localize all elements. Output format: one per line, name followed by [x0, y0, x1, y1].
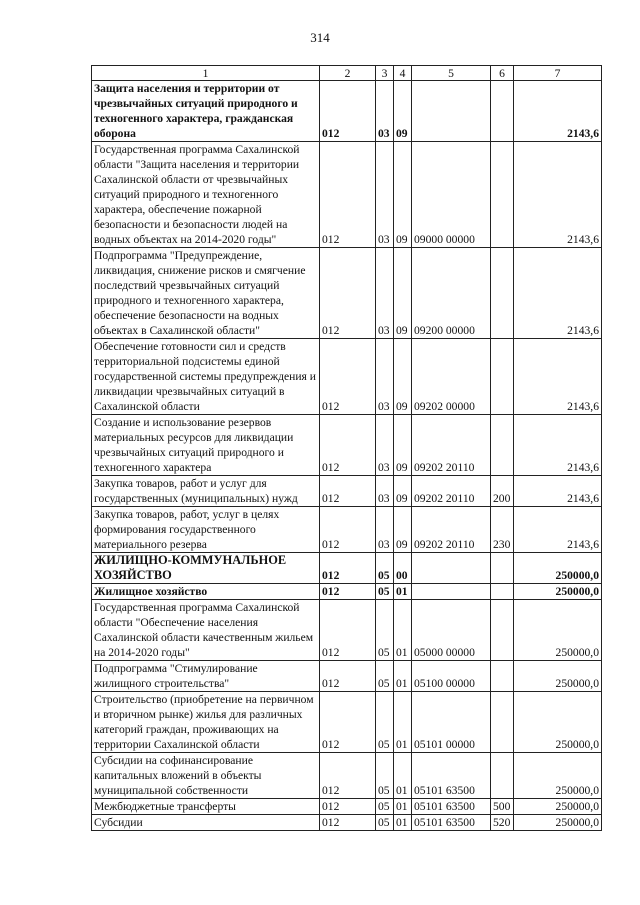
table-row: [92, 248, 602, 339]
row-expense-type-code: [491, 553, 514, 584]
row-subsection-code: 01: [394, 692, 412, 753]
row-expense-type-code: 230: [491, 507, 514, 553]
row-ministry-code: 012: [320, 142, 376, 248]
row-ministry-code: 012: [320, 339, 376, 415]
row-name: Подпрограмма "Стимулирование жилищного строительства": [92, 661, 320, 692]
row-ministry-code: 012: [320, 248, 376, 339]
table-row: [92, 415, 602, 476]
table-row: [92, 692, 602, 753]
row-section-code: 05: [376, 692, 394, 753]
row-expense-type-code: 200: [491, 476, 514, 507]
row-target-code: 05100 00000: [412, 661, 491, 692]
row-subsection-code: 01: [394, 600, 412, 661]
table-row: [92, 600, 602, 661]
table-row: [92, 339, 602, 415]
row-subsection-code: 09: [394, 339, 412, 415]
row-ministry-code: 012: [320, 600, 376, 661]
row-target-code: 05101 00000: [412, 692, 491, 753]
row-name: Создание и использование резервов материальных ресурсов для ликвидации чрезвычайных ситуаций природного и техногенного характера: [92, 415, 320, 476]
row-subsection-code: 01: [394, 815, 412, 831]
row-target-code: 05101 63500: [412, 753, 491, 799]
row-section-code: 05: [376, 661, 394, 692]
row-ministry-code: 012: [320, 692, 376, 753]
row-target-code: [412, 81, 491, 142]
table-row: [92, 661, 602, 692]
row-expense-type-code: [491, 600, 514, 661]
row-amount: 250000,0: [514, 692, 602, 753]
row-name: Обеспечение готовности сил и средств территориальной подсистемы единой государственной системы предупреждения и ликвидации чрезвычайных ситуаций в Сахалинской области: [92, 339, 320, 415]
row-subsection-code: 01: [394, 799, 412, 815]
row-amount: 2143,6: [514, 339, 602, 415]
row-subsection-code: 01: [394, 753, 412, 799]
row-expense-type-code: [491, 692, 514, 753]
row-section-code: 03: [376, 81, 394, 142]
row-amount: 250000,0: [514, 799, 602, 815]
row-section-code: 05: [376, 799, 394, 815]
row-expense-type-code: [491, 661, 514, 692]
row-section-code: 05: [376, 815, 394, 831]
header-col-6: 6: [491, 66, 514, 81]
row-amount: 2143,6: [514, 476, 602, 507]
row-ministry-code: 012: [320, 815, 376, 831]
row-amount: 2143,6: [514, 81, 602, 142]
header-col-5: 5: [412, 66, 491, 81]
row-name: Защита населения и территории от чрезвычайных ситуаций природного и техногенного характера, гражданская оборона: [92, 81, 320, 142]
table-row: [92, 553, 602, 584]
row-name: ЖИЛИЩНО-КОММУНАЛЬНОЕ ХОЗЯЙСТВО: [92, 553, 320, 584]
row-amount: 250000,0: [514, 553, 602, 584]
row-ministry-code: 012: [320, 799, 376, 815]
table-row: [92, 799, 602, 815]
row-subsection-code: 09: [394, 476, 412, 507]
row-name: Межбюджетные трансферты: [92, 799, 320, 815]
row-amount: 250000,0: [514, 600, 602, 661]
row-name: Жилищное хозяйство: [92, 584, 320, 600]
row-ministry-code: 012: [320, 476, 376, 507]
row-amount: 250000,0: [514, 753, 602, 799]
row-amount: 2143,6: [514, 142, 602, 248]
row-subsection-code: 09: [394, 81, 412, 142]
row-ministry-code: 012: [320, 584, 376, 600]
row-target-code: 09200 00000: [412, 248, 491, 339]
row-target-code: 09202 20110: [412, 476, 491, 507]
row-subsection-code: 00: [394, 553, 412, 584]
row-amount: 250000,0: [514, 661, 602, 692]
row-target-code: 09202 00000: [412, 339, 491, 415]
row-target-code: 09202 20110: [412, 507, 491, 553]
row-subsection-code: 09: [394, 142, 412, 248]
row-target-code: [412, 584, 491, 600]
row-expense-type-code: [491, 584, 514, 600]
row-name: Субсидии на софинансирование капитальных вложений в объекты муниципальной собственности: [92, 753, 320, 799]
row-expense-type-code: [491, 753, 514, 799]
row-section-code: 05: [376, 584, 394, 600]
row-subsection-code: 01: [394, 584, 412, 600]
row-expense-type-code: [491, 81, 514, 142]
row-amount: 250000,0: [514, 815, 602, 831]
row-amount: 2143,6: [514, 248, 602, 339]
row-amount: 2143,6: [514, 415, 602, 476]
table-row: [92, 476, 602, 507]
row-subsection-code: 09: [394, 507, 412, 553]
row-target-code: 05101 63500: [412, 815, 491, 831]
header-col-3: 3: [376, 66, 394, 81]
row-name: Государственная программа Сахалинской области "Обеспечение населения Сахалинской области качественным жильем на 2014-2020 годы": [92, 600, 320, 661]
row-section-code: 03: [376, 507, 394, 553]
row-section-code: 03: [376, 476, 394, 507]
header-col-4: 4: [394, 66, 412, 81]
row-expense-type-code: 500: [491, 799, 514, 815]
row-section-code: 05: [376, 753, 394, 799]
row-name: Закупка товаров, работ и услуг для государственных (муниципальных) нужд: [92, 476, 320, 507]
row-section-code: 03: [376, 339, 394, 415]
row-amount: 250000,0: [514, 584, 602, 600]
row-target-code: [412, 553, 491, 584]
row-ministry-code: 012: [320, 507, 376, 553]
row-section-code: 03: [376, 415, 394, 476]
row-expense-type-code: 520: [491, 815, 514, 831]
table-row: [92, 142, 602, 248]
row-name: Субсидии: [92, 815, 320, 831]
header-row: [92, 66, 602, 81]
row-name: Государственная программа Сахалинской области "Защита населения и территории Сахалинской области от чрезвычайных ситуаций природного и техногенного характера, обеспечение пожарной безопасности и безопасности людей на водных объектах на 2014-2020 годы": [92, 142, 320, 248]
row-ministry-code: 012: [320, 81, 376, 142]
row-ministry-code: 012: [320, 415, 376, 476]
header-col-1: 1: [92, 66, 320, 81]
row-target-code: 09000 00000: [412, 142, 491, 248]
row-target-code: 09202 20110: [412, 415, 491, 476]
row-section-code: 03: [376, 248, 394, 339]
row-expense-type-code: [491, 415, 514, 476]
header-col-7: 7: [514, 66, 602, 81]
table-row: [92, 753, 602, 799]
row-name: Строительство (приобретение на первичном и вторичном рынке) жилья для различных категорий граждан, проживающих на территории Сахалинской области: [92, 692, 320, 753]
row-expense-type-code: [491, 339, 514, 415]
row-target-code: 05000 00000: [412, 600, 491, 661]
row-expense-type-code: [491, 142, 514, 248]
row-section-code: 05: [376, 553, 394, 584]
table-row: [92, 815, 602, 831]
row-subsection-code: 09: [394, 248, 412, 339]
row-amount: 2143,6: [514, 507, 602, 553]
row-subsection-code: 01: [394, 661, 412, 692]
row-ministry-code: 012: [320, 661, 376, 692]
table-row: [92, 81, 602, 142]
page-number: 314: [310, 30, 330, 45]
row-expense-type-code: [491, 248, 514, 339]
table-row: [92, 584, 602, 600]
row-ministry-code: 012: [320, 553, 376, 584]
row-target-code: 05101 63500: [412, 799, 491, 815]
header-col-2: 2: [320, 66, 376, 81]
row-section-code: 05: [376, 600, 394, 661]
row-subsection-code: 09: [394, 415, 412, 476]
budget-table: [91, 65, 602, 831]
row-ministry-code: 012: [320, 753, 376, 799]
row-name: Подпрограмма "Предупреждение, ликвидация, снижение рисков и смягчение последствий чрезвычайных ситуаций природного и техногенного характера, обеспечение безопасности на водных объектах в Сахалинской области": [92, 248, 320, 339]
row-name: Закупка товаров, работ, услуг в целях формирования государственного материального резерва: [92, 507, 320, 553]
table-row: [92, 507, 602, 553]
row-section-code: 03: [376, 142, 394, 248]
